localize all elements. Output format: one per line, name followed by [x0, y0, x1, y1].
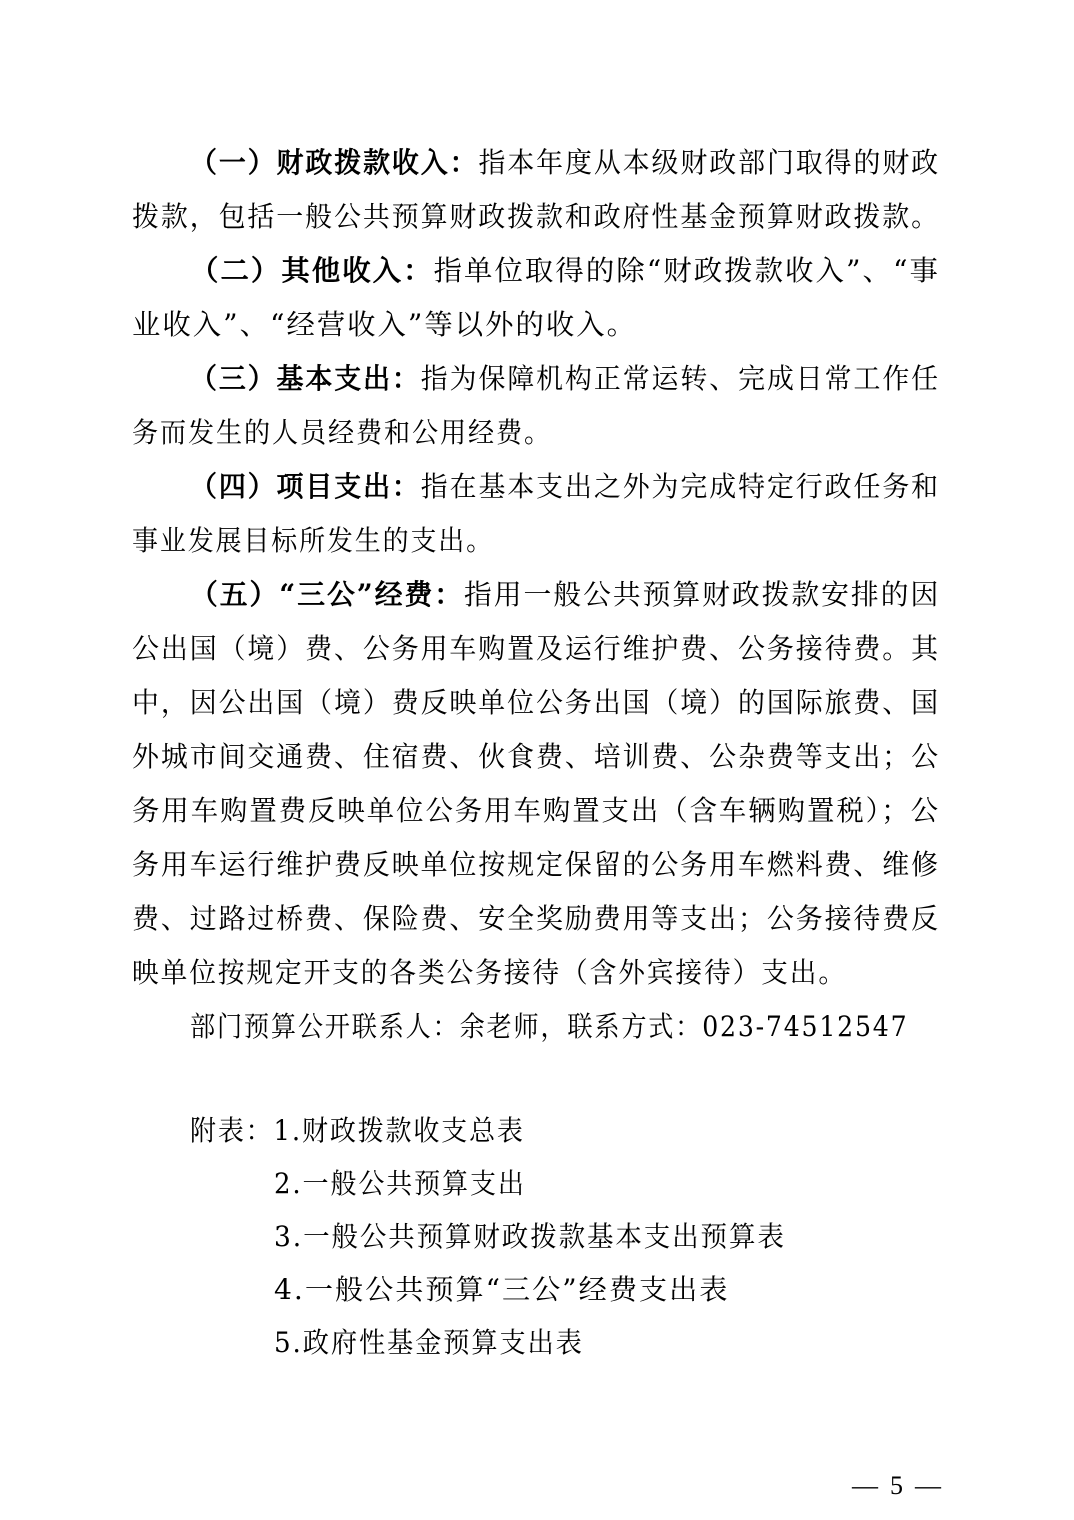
paragraph-line [190, 145, 940, 181]
attachment-item [274, 1219, 786, 1255]
section-text: 指在基本支出之外为完成特定行政任务和 [420, 470, 941, 503]
section-heading: （五）“三公”经费： [190, 578, 465, 611]
paragraph-line [132, 901, 940, 937]
section-heading: （三）基本支出： [190, 362, 421, 395]
section-text: 外城市间交通费、住宿费、伙食费、培训费、公杂费等支出；公 [132, 740, 941, 773]
section-text: 费、过路过桥费、保险费、安全奖励费用等支出；公务接待费反 [132, 902, 941, 935]
attachment-text: 5.政府性基金预算支出表 [274, 1326, 584, 1359]
paragraph-line [132, 199, 940, 235]
page-number [852, 1470, 941, 1502]
paragraph-line [132, 793, 940, 829]
section-text: 务而发生的人员经费和公用经费。 [132, 416, 553, 449]
section-text: 拨款，包括一般公共预算财政拨款和政府性基金预算财政拨款。 [132, 200, 941, 233]
attachment-text: 3.一般公共预算财政拨款基本支出预算表 [274, 1220, 786, 1253]
section-text: 指单位取得的除“财政拨款收入”、“事 [433, 254, 940, 287]
section-text: 指本年度从本级财政部门取得的财政 [478, 146, 941, 179]
section-text: 指为保障机构正常运转、完成日常工作任 [420, 362, 941, 395]
attachment-text: 2.一般公共预算支出 [274, 1167, 526, 1200]
page-number-dash-right: — [915, 1471, 941, 1500]
paragraph-line [190, 253, 940, 289]
attachment-text: 4.一般公共预算“三公”经费支出表 [274, 1273, 730, 1306]
section-text: 公出国（境）费、公务用车购置及运行维护费、公务接待费。其 [132, 632, 941, 665]
section-text: 业收入”、“经营收入”等以外的收入。 [132, 308, 637, 341]
section-text: 指用一般公共预算财政拨款安排的因 [464, 578, 941, 611]
section-heading: （二）其他收入： [190, 254, 434, 287]
paragraph-line [132, 847, 940, 883]
attachment-item [190, 1113, 525, 1149]
paragraph-line [132, 523, 494, 559]
section-heading: （一）财政拨款收入： [190, 146, 479, 179]
section-text: 务用车购置费反映单位公务用车购置支出（含车辆购置税）；公 [132, 794, 941, 827]
contact-line [190, 1009, 908, 1045]
section-text: 中，因公出国（境）费反映单位公务出国（境）的国际旅费、国 [132, 686, 941, 719]
paragraph-line [190, 469, 940, 505]
paragraph-line [190, 577, 940, 613]
attachment-item [274, 1166, 526, 1202]
attachment-item [274, 1325, 584, 1361]
contact-text: 部门预算公开联系人：余老师，联系方式：023-74512547 [190, 1010, 909, 1043]
paragraph-line [132, 955, 847, 991]
page-number-dash-left: — [852, 1471, 878, 1500]
attachment-item [274, 1272, 729, 1308]
section-heading: （四）项目支出： [190, 470, 421, 503]
paragraph-line [132, 685, 940, 721]
section-text: 映单位按规定开支的各类公务接待（含外宾接待）支出。 [132, 956, 848, 989]
paragraph-line [132, 631, 940, 667]
page-number-value: 5 [890, 1471, 903, 1500]
paragraph-line [132, 415, 552, 451]
paragraph-line [132, 739, 940, 775]
paragraph-line [190, 361, 940, 397]
attachments-label: 附表： [190, 1114, 274, 1147]
attachment-text: 1.财政拨款收支总表 [273, 1114, 525, 1147]
section-text: 事业发展目标所发生的支出。 [132, 524, 495, 557]
paragraph-line [132, 307, 637, 343]
section-text: 务用车运行维护费反映单位按规定保留的公务用车燃料费、维修 [132, 848, 941, 881]
